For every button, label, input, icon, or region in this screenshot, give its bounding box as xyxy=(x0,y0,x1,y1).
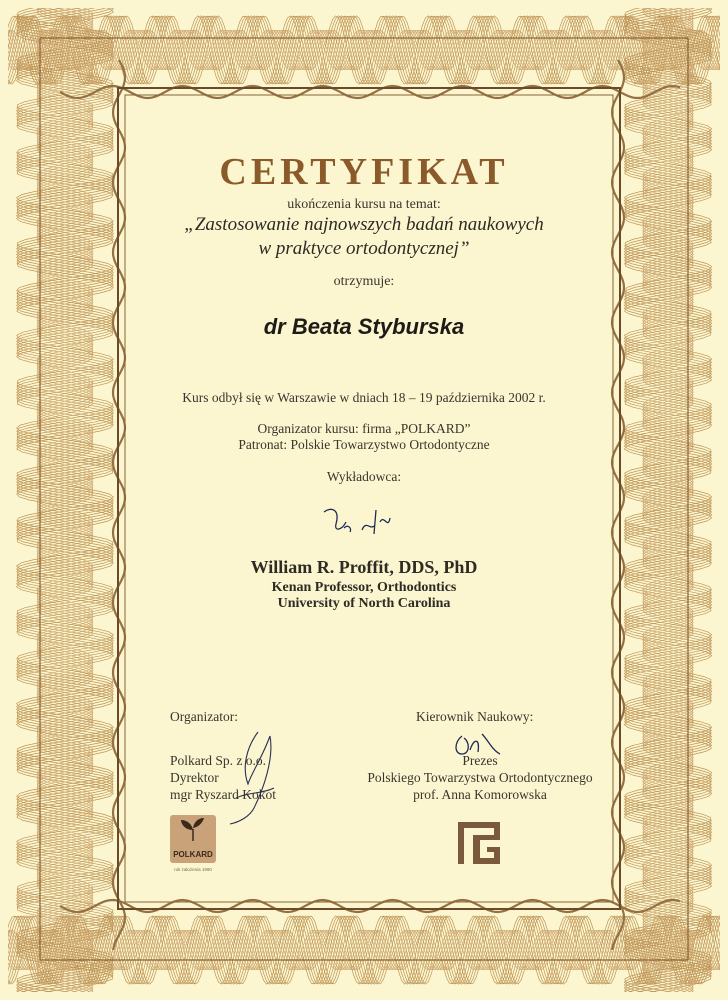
lecturer-label: Wykładowca: xyxy=(326,469,402,484)
scientific-head-society: Polskiego Towarzystwa Ortodontycznego xyxy=(367,770,593,785)
scientific-head-label: Kierownik Naukowy: xyxy=(416,709,534,724)
organizer-role: Dyrektor xyxy=(170,770,219,785)
organizer-person: mgr Ryszard Kokot xyxy=(170,787,276,802)
scientific-head-role: Prezes xyxy=(462,753,498,768)
topic-line-1: „Zastosowanie najnowszych badań naukowych xyxy=(184,214,544,235)
polkard-name: POLKARD xyxy=(173,850,213,859)
pto-logo-icon xyxy=(458,822,500,864)
course-patron: Patronat: Polskie Towarzystwo Ortodontyczne xyxy=(238,437,490,452)
scientific-head-signature xyxy=(448,728,508,764)
organizer-signature xyxy=(218,728,298,828)
leaf-icon xyxy=(170,815,216,845)
certificate-subtitle: ukończenia kursu na temat: xyxy=(287,197,441,212)
scientific-head-person: prof. Anna Komorowska xyxy=(413,787,547,802)
receives-label: otrzymuje: xyxy=(333,274,395,289)
certificate-title: CERTYFIKAT xyxy=(219,151,509,193)
course-organizer: Organizator kursu: firma „POLKARD” xyxy=(257,421,471,436)
course-info: Kurs odbył się w Warszawie w dniach 18 – 19 października 2002 r. xyxy=(182,390,546,405)
lecturer-signature xyxy=(318,500,408,550)
polkard-logo xyxy=(170,815,216,863)
lecturer-university: University of North Carolina xyxy=(277,596,451,611)
recipient-name: dr Beata Styburska xyxy=(263,314,465,339)
lecturer-title: Kenan Professor, Orthodontics xyxy=(271,580,457,595)
topic-line-2: w praktyce ortodontycznej” xyxy=(258,238,470,259)
course-topic xyxy=(0,213,728,261)
lecturer-name: William R. Proffit, DDS, PhD xyxy=(250,557,478,577)
organizer-company: Polkard Sp. z o.o. xyxy=(170,753,266,768)
organizer-label: Organizator: xyxy=(170,709,238,724)
polkard-caption: rok założenia 1990 xyxy=(174,867,212,872)
